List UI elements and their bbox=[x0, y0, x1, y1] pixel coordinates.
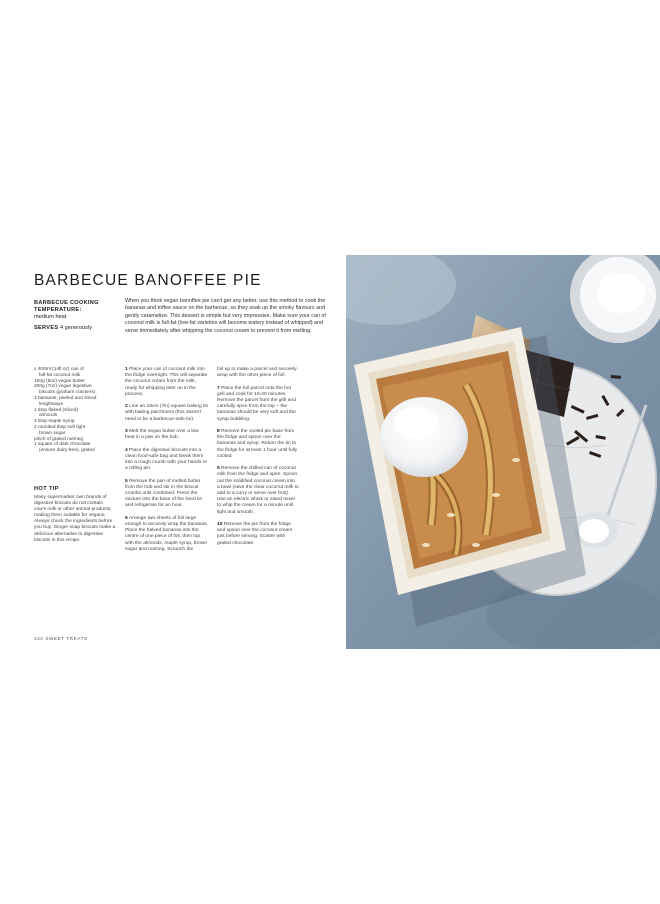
ingredient-list bbox=[34, 367, 118, 454]
serves-value: 4 generously bbox=[59, 324, 92, 331]
ingredient-item: full-fat coconut milk bbox=[39, 372, 81, 378]
recipe-intro: When you think vegan banoffee pie can't get any better, use this method to cook the bananas and toffee sauce on the barbecue, so they soak up the smoky flavours and gently caramelize. This dessert is simple but very impressive. Make sure your can of coconut milk is full-fat (low-fat varieties will become watery instead of whipped) and serve immediately after whipping the coconut cream to prevent it from melting. bbox=[125, 298, 326, 334]
step-text: foil up to make a parcel and securely wrap with the other piece of foil. bbox=[217, 367, 297, 379]
method-step bbox=[125, 404, 209, 423]
method-step bbox=[125, 479, 209, 510]
step-number: 7 bbox=[217, 385, 220, 391]
method-step bbox=[125, 429, 209, 441]
method-step bbox=[217, 367, 299, 379]
ingredient-item: (ensure dairy-free), grated bbox=[39, 448, 95, 454]
step-number: 1 bbox=[125, 367, 128, 372]
step-text: Arrange two sheets of foil large enough to securely wrap the bananas. Place the halved bananas into the centre of one piece of foil, then top with the almonds, maple syrup, brown sugar and nutmeg. Scrunch the bbox=[125, 515, 208, 552]
ingredient-item: 4 tbsp maple syrup bbox=[34, 419, 75, 425]
method-step bbox=[217, 466, 299, 516]
step-number: 8 bbox=[217, 429, 220, 434]
method-column-2 bbox=[217, 367, 299, 553]
ingredient-item: 2 rounded tbsp soft light bbox=[34, 424, 86, 430]
recipe-title: BARBECUE BANOFFEE PIE bbox=[34, 272, 262, 289]
page-footer: 134 SWEET TREATS bbox=[34, 636, 88, 641]
tip-heading: HOT TIP bbox=[34, 486, 59, 492]
step-number: 5 bbox=[125, 478, 128, 484]
step-text: Place your can of coconut milk into the fridge overnight. This will separate the coconut cream from the milk, ready for whipping later on in the process. bbox=[125, 367, 208, 397]
step-number: 3 bbox=[125, 429, 128, 434]
ingredient-item: 150g (5oz) vegan butter bbox=[34, 378, 85, 384]
ingredient-item: 3 bananas, peeled and sliced bbox=[34, 395, 97, 401]
recipe-meta bbox=[34, 300, 120, 332]
step-number: 6 bbox=[125, 515, 128, 521]
method-column-1 bbox=[125, 367, 209, 559]
step-text: Remove the cooled pie base from the fridge and spoon over the bananas and syrup. Return the tin to the fridge for at least 1 hour until fully cooled. bbox=[217, 429, 298, 459]
pie-photo bbox=[346, 255, 660, 649]
ingredient-item: almonds bbox=[39, 413, 58, 419]
step-text: Remove the pan of melted butter from the hob and stir in the biscuit crumbs until combined. Press the mixture into the base of the lined tin and refrigerate for an hour. bbox=[125, 478, 203, 509]
ingredient-item: biscuits (graham crackers) bbox=[39, 390, 96, 396]
step-text: Remove the chilled can of coconut milk from the fridge and open. Spoon out the solidified coconut cream into a bowl (save the clear coconut milk to add to a curry or serve over fruit). Use an electric whisk or stand mixer to whip the cream for a minute until light and smooth. bbox=[217, 466, 299, 515]
step-text: Line an 18cm (7in) square baking tin with baking parchment (this doesn't need to be a barbecue-safe tin). bbox=[125, 404, 209, 422]
method-step bbox=[125, 448, 209, 473]
step-number: 9 bbox=[217, 466, 220, 472]
ingredient-item: 1 tbsp flaked (sliced) bbox=[34, 407, 78, 413]
ingredient-item: brown sugar bbox=[39, 430, 66, 436]
serves-label: SERVES bbox=[34, 324, 59, 331]
ingredient-item: 1 square of dark chocolate bbox=[34, 442, 91, 448]
method-step bbox=[217, 429, 299, 460]
step-text: Remove the pie from the fridge and spoon over the coconut cream just before serving. Scatter with grated chocolate. bbox=[217, 522, 293, 546]
method-step bbox=[217, 386, 299, 423]
temperature-value: medium heat bbox=[34, 314, 67, 321]
method-step bbox=[125, 516, 209, 553]
method-step bbox=[217, 522, 299, 547]
ingredient-item: 200g (7oz) vegan digestive bbox=[34, 384, 92, 390]
ingredient-item: pinch of grated nutmeg bbox=[34, 436, 84, 442]
ingredient-item: lengthways bbox=[39, 401, 63, 407]
temperature-label: BARBECUE COOKING TEMPERATURE: bbox=[34, 300, 99, 314]
step-text: Place the digestive biscuits into a clean food-safe bag and break them into a rough crumb with your hands or a rolling pin. bbox=[125, 447, 208, 472]
step-text: Melt the vegan butter over a low heat in a pan on the hob. bbox=[125, 429, 199, 441]
tip-text: Many supermarket own brands of digestive biscuits do not contain cow's milk or other animal products, making them suitable for vegans. Always check the ingredients before you buy. Ginger snap biscuits make a delicious alternative to digestive biscuits in this recipe. bbox=[34, 495, 116, 543]
step-number: 2 bbox=[125, 404, 128, 410]
step-number: 10 bbox=[217, 522, 223, 528]
ingredient-item: x 400ml (14fl oz) can of bbox=[34, 367, 84, 372]
step-text: Place the foil parcel onto the hot grill and cook for 15-20 minutes. Remove the parcel from the grill and carefully open from the top – the bananas should be very soft and the syrup bubbling. bbox=[217, 385, 296, 422]
step-number: 4 bbox=[125, 447, 128, 453]
method-step bbox=[125, 367, 209, 398]
